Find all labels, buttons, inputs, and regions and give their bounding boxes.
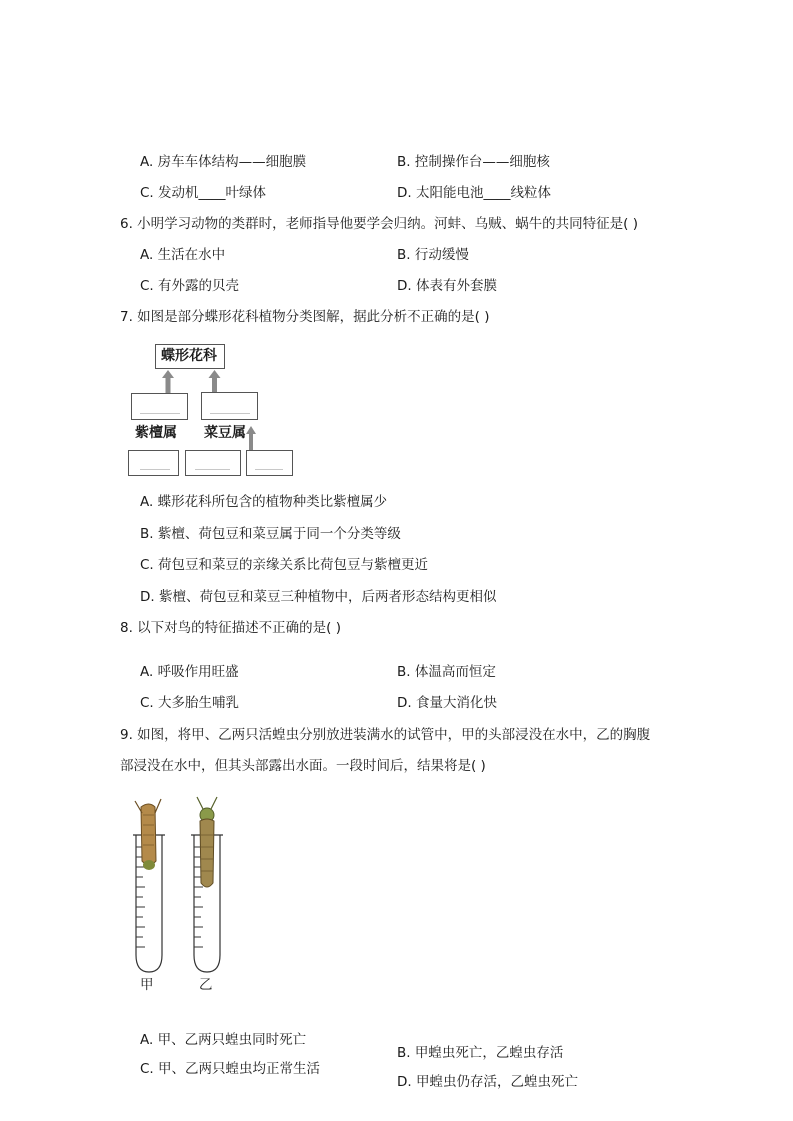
genus-left-label: 紫檀属 — [135, 425, 177, 441]
q9-stem-line2: 部浸没在水中，但其头部露出水面。一段时间后，结果将是( ) — [120, 758, 486, 774]
tube-label-yi: 乙 — [199, 977, 213, 993]
test-tubes-drawing — [125, 795, 235, 975]
q9-option-c: C. 甲、乙两只蝗虫均正常生活 — [140, 1061, 321, 1077]
q9-stem-line1: 9. 如图，将甲、乙两只活蝗虫分别放进装满水的试管中，甲的头部浸没在水中，乙的胸腹 — [120, 727, 651, 743]
q8-option-d: D. 食量大消化快 — [397, 695, 497, 711]
q9-option-b: B. 甲蝗虫死亡，乙蝗虫存活 — [397, 1045, 564, 1061]
diagram-arrows — [0, 0, 793, 500]
q7-option-c: C. 荷包豆和菜豆的亲缘关系比荷包豆与紫檀更近 — [140, 557, 429, 573]
q7-stem: 7. 如图是部分蝶形花科植物分类图解，据此分析不正确的是( ) — [120, 309, 490, 325]
q7-option-b: B. 紫檀、荷包豆和菜豆属于同一个分类等级 — [140, 526, 401, 542]
tube-label-jia: 甲 — [140, 977, 154, 993]
q7-option-d: D. 紫檀、荷包豆和菜豆三种植物中，后两者形态结构更相似 — [140, 589, 497, 605]
family-label: 蝶形花科 — [161, 348, 217, 364]
species-box-1 — [128, 450, 179, 476]
q6-option-c: C. 有外露的贝壳 — [140, 278, 240, 294]
genus-left-box — [131, 393, 188, 420]
q5-option-a: A. 房车车体结构——细胞膜 — [140, 154, 307, 170]
q5-option-b: B. 控制操作台——细胞核 — [397, 154, 550, 170]
genus-right-label: 菜豆属 — [204, 425, 246, 441]
q5-option-c: C. 发动机____叶绿体 — [140, 185, 267, 201]
q7-option-a: A. 蝶形花科所包含的植物种类比紫檀属少 — [140, 494, 388, 510]
q8-option-b: B. 体温高而恒定 — [397, 664, 496, 680]
q8-option-c: C. 大多胎生哺乳 — [140, 695, 240, 711]
q6-option-a: A. 生活在水中 — [140, 247, 226, 263]
q8-option-a: A. 呼吸作用旺盛 — [140, 664, 239, 680]
species-box-2 — [185, 450, 241, 476]
q6-option-d: D. 体表有外套膜 — [397, 278, 497, 294]
q6-stem: 6. 小明学习动物的类群时，老师指导他要学会归纳。河蚌、乌贼、蜗牛的共同特征是( ) — [120, 216, 638, 232]
q8-stem: 8. 以下对鸟的特征描述不正确的是( ) — [120, 620, 341, 636]
q9-option-d: D. 甲蝗虫仍存活，乙蝗虫死亡 — [397, 1074, 578, 1090]
q6-option-b: B. 行动缓慢 — [397, 247, 469, 263]
q5-option-d: D. 太阳能电池____线粒体 — [397, 185, 551, 201]
species-box-3 — [246, 450, 293, 476]
q9-option-a: A. 甲、乙两只蝗虫同时死亡 — [140, 1032, 307, 1048]
genus-right-box — [201, 392, 258, 420]
